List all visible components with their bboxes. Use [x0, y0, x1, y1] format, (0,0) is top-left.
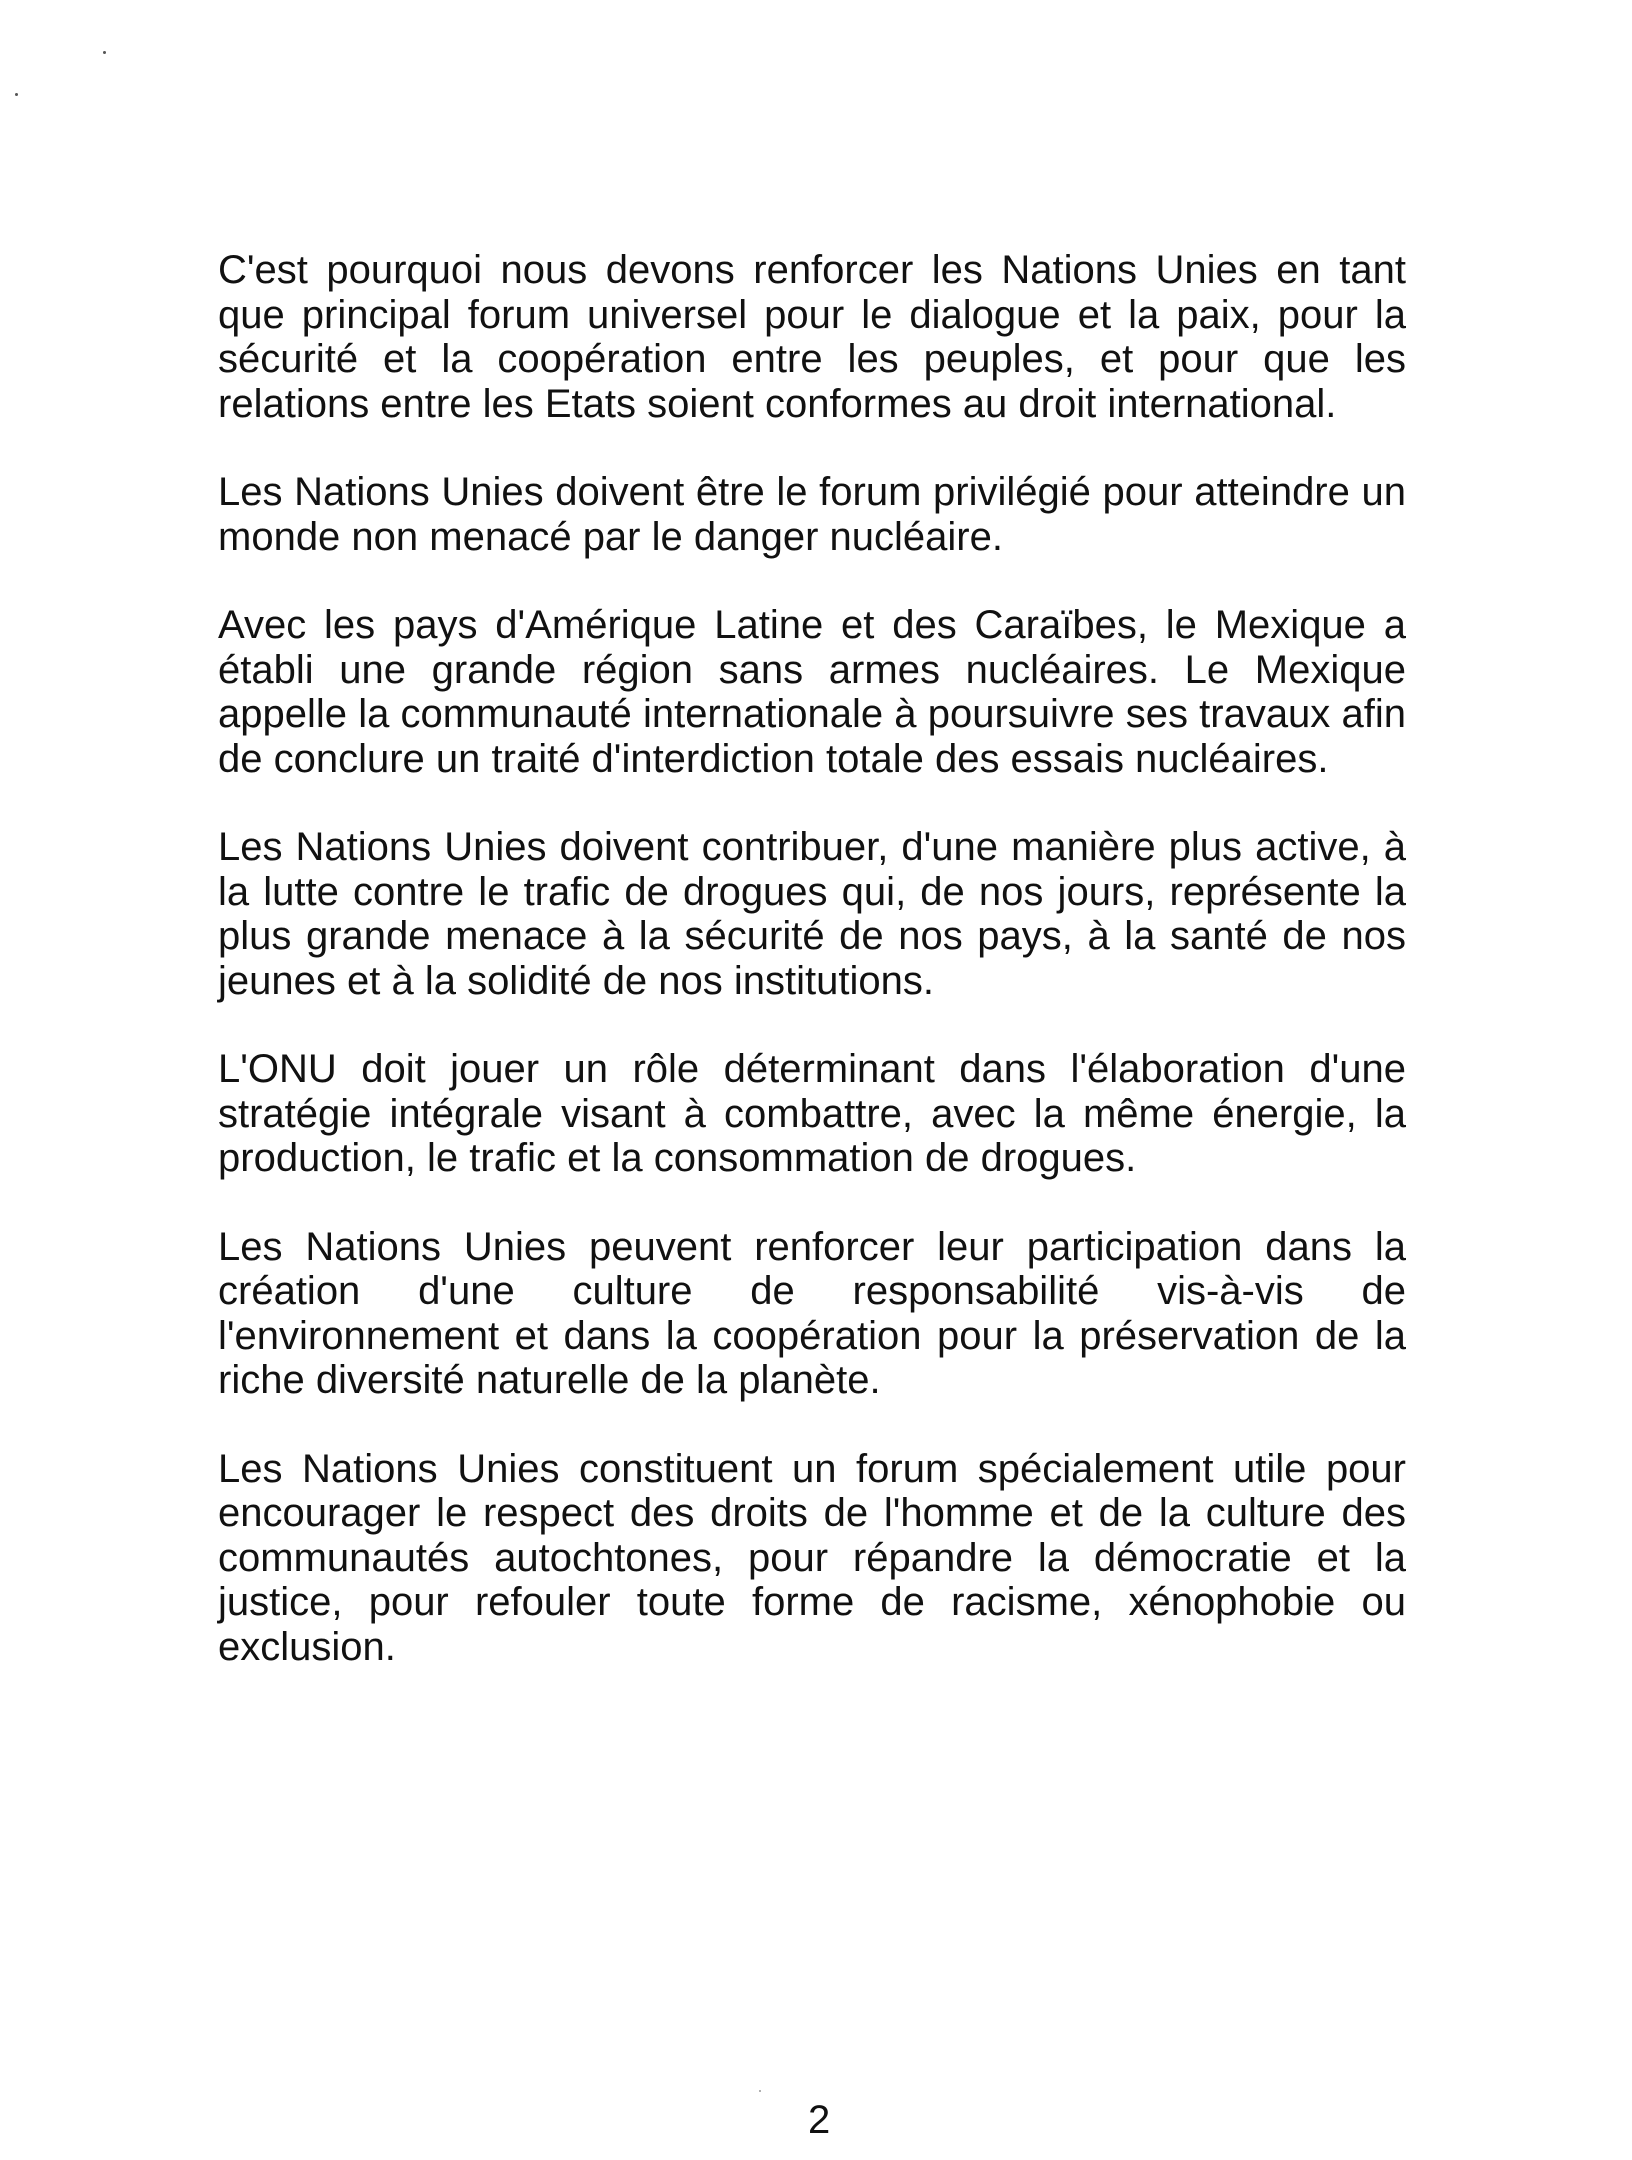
paragraph: C'est pourquoi nous devons renforcer les Nations Unies en tant que principal forum universel pour le dialogue et la paix, pour la sécurité et la coopération entre les peuples, et pour que les relations entre les Etats soient conformes au droit international. — [218, 248, 1406, 426]
paragraph: Avec les pays d'Amérique Latine et des Caraïbes, le Mexique a établi une grande région sans armes nucléaires. Le Mexique appelle la communauté internationale à poursuivre ses travaux afin de conclure un traité d'interdiction totale des essais nucléaires. — [218, 603, 1406, 781]
paragraph: L'ONU doit jouer un rôle déterminant dans l'élaboration d'une stratégie intégrale visant à combattre, avec la même énergie, la production, le trafic et la consommation de drogues. — [218, 1047, 1406, 1180]
body-text — [218, 248, 1406, 1669]
paragraph: Les Nations Unies doivent contribuer, d'une manière plus active, à la lutte contre le trafic de drogues qui, de nos jours, représente la plus grande menace à la sécurité de nos pays, à la santé de nos jeunes et à la solidité de nos institutions. — [218, 825, 1406, 1003]
scan-speck — [15, 93, 18, 96]
paragraph: Les Nations Unies doivent être le forum privilégié pour atteindre un monde non menacé par le danger nucléaire. — [218, 470, 1406, 559]
scan-speck — [103, 51, 106, 54]
paragraph: Les Nations Unies peuvent renforcer leur participation dans la création d'une culture de responsabilité vis-à-vis de l'environnement et dans la coopération pour la préservation de la riche diversité naturelle de la planète. — [218, 1224, 1406, 1402]
scan-speck — [759, 2090, 761, 2092]
paragraph: Les Nations Unies constituent un forum spécialement utile pour encourager le respect des droits de l'homme et de la culture des communautés autochtones, pour répandre la démocratie et la justice, pour refouler toute forme de racisme, xénophobie ou exclusion. — [218, 1446, 1406, 1669]
page-number: 2 — [808, 2098, 831, 2142]
